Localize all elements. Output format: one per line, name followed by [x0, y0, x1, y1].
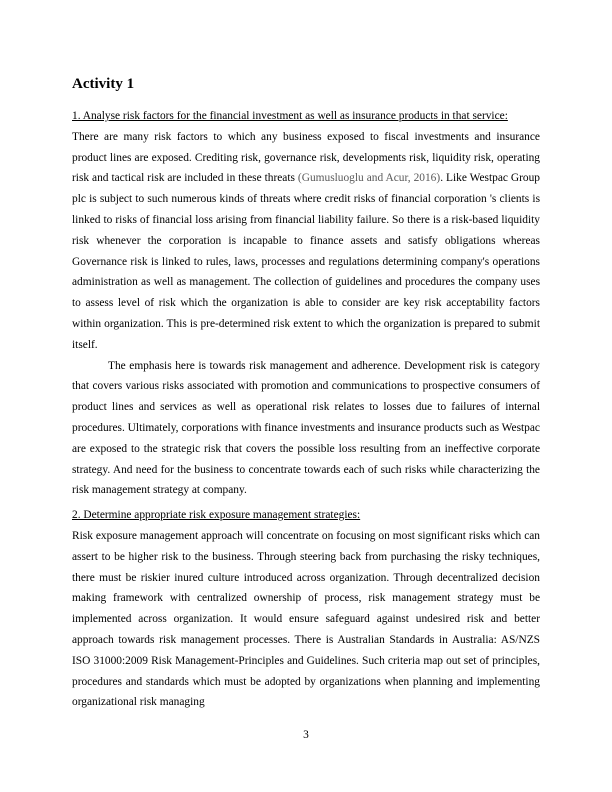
citation: (Gumusluoglu and Acur, 2016)	[297, 172, 441, 185]
section-1-paragraph-1-text-a: There are many risk factors to which any business exposed to fiscal investments and insurance product lines are exposed. Crediting risk, governance risk, developments risk, liquidity risk, operating risk and tactical risk are included in these threats	[72, 130, 540, 185]
section-1-paragraph-2: The emphasis here is towards risk management and adherence. Development risk is category that covers various risks associated with promotion and communications to prospective consumers of product lines and services as well as operational risk relates to losses due to failures of internal procedures. Ultimately, corporations with finance investments and insurance products such as Westpac are exposed to the strategic risk that covers the possible loss resulting from an ineffective corporate strategy. And need for the business to concentrate towards each of such risks while characterizing the risk management strategy at company.	[72, 359, 540, 497]
section-2-title: 2. Determine appropriate risk exposure management strategies:	[72, 509, 361, 522]
activity-heading: Activity 1	[72, 76, 135, 92]
section-1-paragraph-1	[72, 127, 540, 356]
section-2-paragraph-1: Risk exposure management approach will concentrate on focusing on most significant risks which can assert to be higher risk to the business. Through steering back from purchasing the risky techniques, there must be riskier inured culture introduced across organization. Through decentralized decision making framework with centralized ownership of process, risk management strategy must be implemented across organization. It would ensure safeguard against undesired risk and better approach towards risk management processes. There is Australian Standards in Australia: AS/NZS ISO 31000:2009 Risk Management-Principles and Guidelines. Such criteria map out set of principles, procedures and standards which must be adopted by organizations when planning and implementing organizational risk managing	[72, 529, 540, 709]
page-content	[72, 74, 540, 713]
page-number: 3	[303, 729, 309, 741]
section-1-title: 1. Analyse risk factors for the financial investment as well as insurance products in that service:	[72, 110, 508, 122]
section-1-paragraph-1-text-b: . Like Westpac Group plc is subject to such numerous kinds of threats where credit risks of financial corporation 's clients is linked to risks of financial loss arising from financial liability failure. So there is a risk-based liquidity risk whenever the corporation is incapable to finance assets and satisfy obligations whereas Governance risk is linked to rules, laws, processes and regulations determining company's operations administration as well as management. The collection of guidelines and procedures the company uses to assess level of risk which the organization is able to consider are key risk acceptability factors within organization. This is pre-determined risk extent to which the organization is prepared to submit itself.	[72, 172, 540, 351]
